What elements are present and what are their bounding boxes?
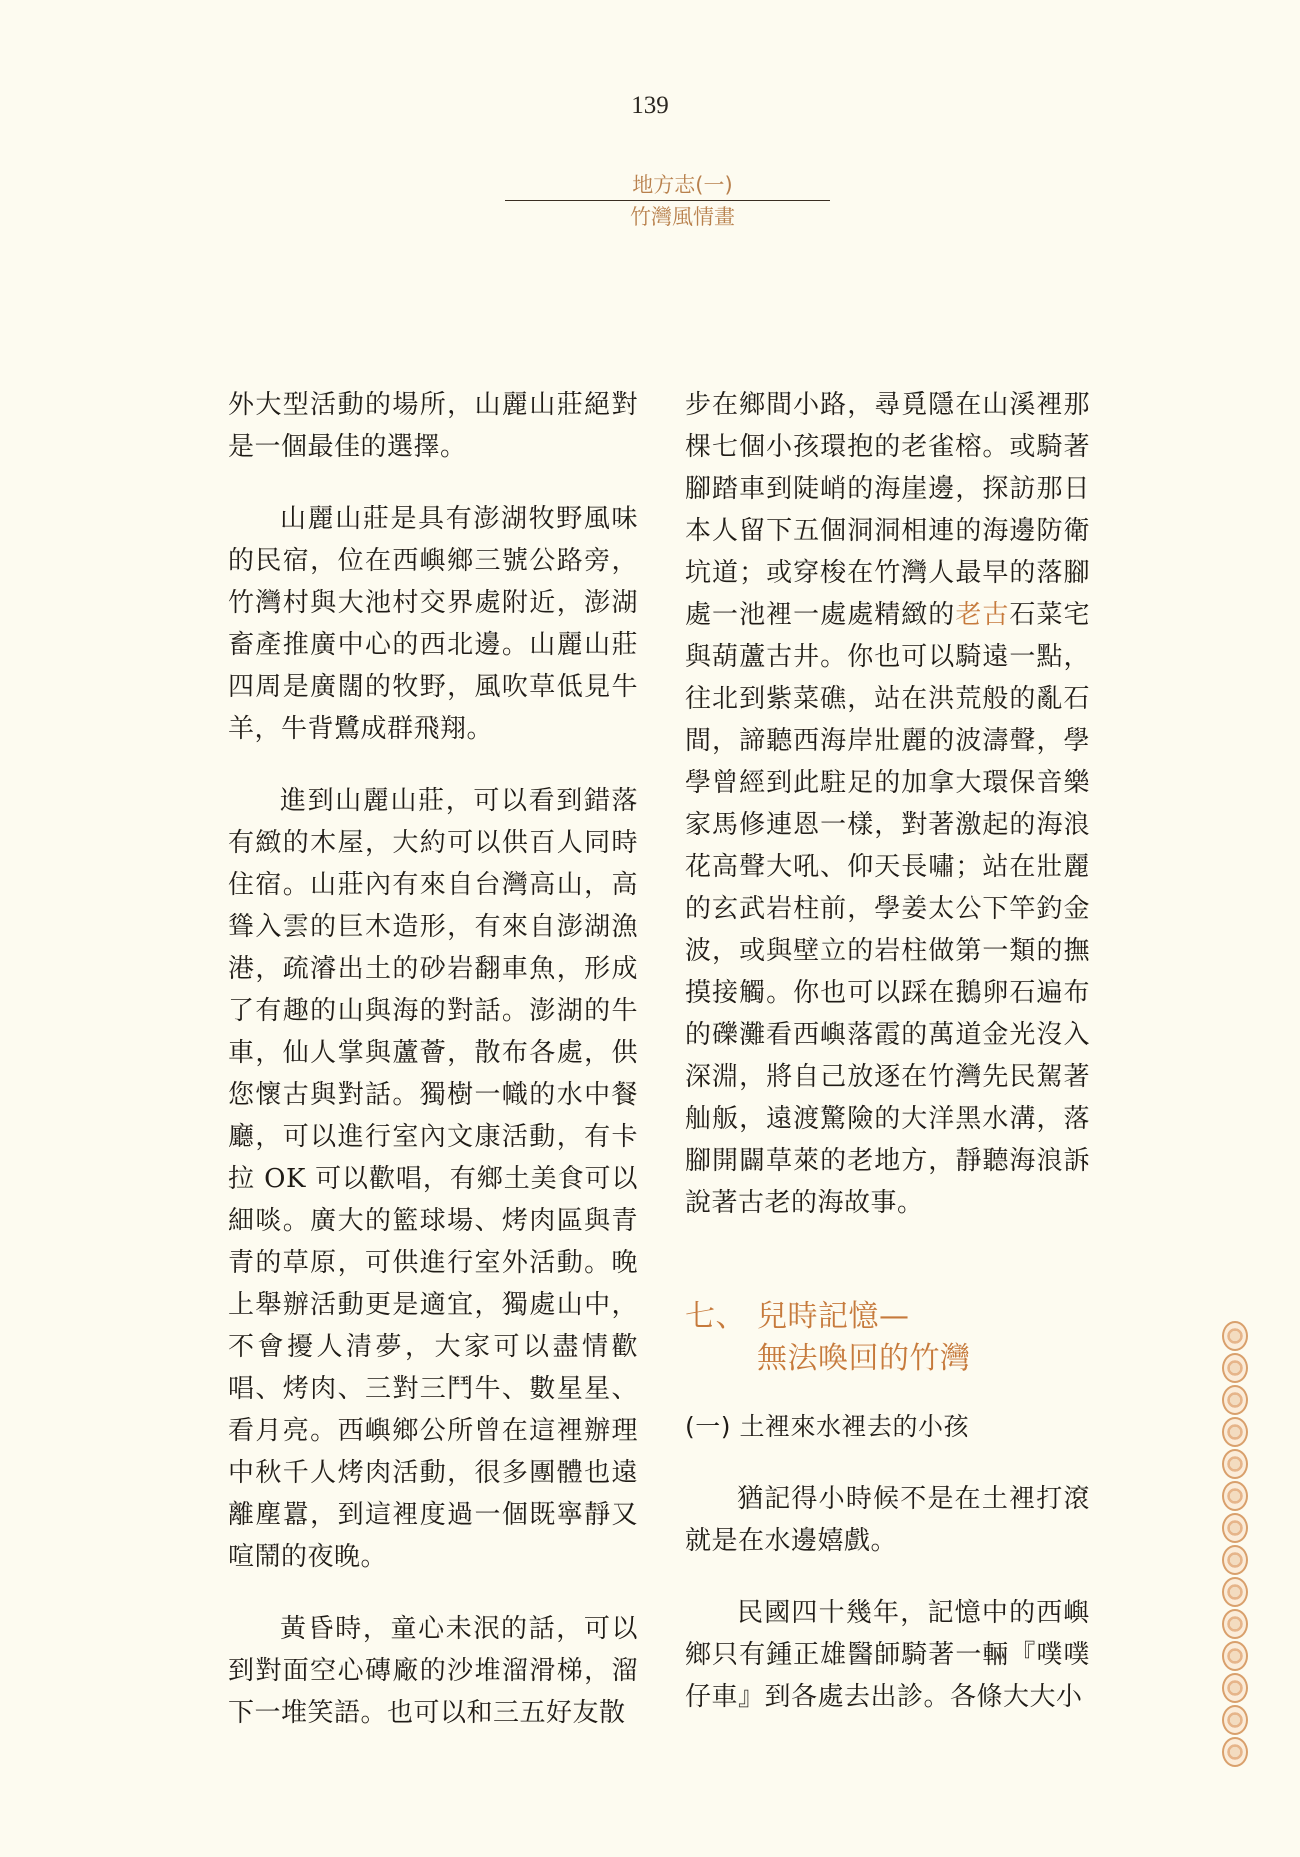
header-series: 地方志(一): [632, 173, 733, 197]
coin-icon: [1222, 1417, 1248, 1447]
paragraph: 山麗山莊是具有澎湖牧野風味的民宿，位在西嶼鄉三號公路旁，竹灣村與大池村交界處附近，澎湖畜產推廣中心的西北邊。山麗山莊四周是廣闊的牧野，風吹草低見牛羊，牛背鷺成群飛翔。: [228, 504, 638, 744]
highlighted-term: 老古: [955, 600, 1010, 630]
paragraph: 猶記得小時候不是在土裡打滾就是在水邊嬉戲。: [685, 1484, 1090, 1556]
paragraph-text: 石菜宅與葫蘆古井。你也可以騎遠一點，往北到紫菜礁，站在洪荒般的亂石間，諦聽西海岸壯麗的波濤聲，學學曾經到此駐足的加拿大環保音樂家馬修連恩一樣，對著激起的海浪花高聲大吼、仰天長嘯；站在壯麗的玄武岩柱前，學姜太公下竿釣金波，或與壁立的岩柱做第一類的撫摸接觸。你也可以踩在鵝卵石遍布的礫灘看西嶼落霞的萬道金光沒入深淵，將自己放逐在竹灣先民駕著舢舨，遠渡驚險的大洋黑水溝，落腳開闢草萊的老地方，靜聽海浪訴說著古老的海故事。: [685, 600, 1090, 1218]
right-column: [685, 384, 1090, 1748]
paragraph: 民國四十幾年，記憶中的西嶼鄉只有鍾正雄醫師騎著一輛『噗噗仔車』到各處去出診。各條大大小: [685, 1598, 1090, 1712]
paragraph: 外大型活動的場所，山麗山莊絕對是一個最佳的選擇。: [228, 390, 638, 462]
coin-ornament-border: [1218, 1320, 1252, 1768]
page-number: 139: [631, 92, 669, 119]
coin-icon: [1222, 1353, 1248, 1383]
coin-icon: [1222, 1481, 1248, 1511]
coin-icon: [1222, 1385, 1248, 1415]
header-title: 竹灣風情畫: [630, 205, 735, 229]
coin-icon: [1222, 1545, 1248, 1575]
running-header: [505, 170, 830, 233]
coin-icon: [1222, 1705, 1248, 1735]
section-heading: [685, 1296, 1090, 1380]
subsection-heading: (一) 土裡來水裡去的小孩: [685, 1412, 969, 1441]
section-title-line2: 無法喚回的竹灣: [757, 1341, 971, 1376]
section-number: 七、: [685, 1299, 746, 1334]
coin-icon: [1222, 1513, 1248, 1543]
paragraph: 黃昏時，童心未泯的話，可以到對面空心磚廠的沙堆溜滑梯，溜下一堆笑語。也可以和三五好友散: [228, 1614, 638, 1728]
left-column: [228, 384, 638, 1764]
coin-icon: [1222, 1673, 1248, 1703]
section-title-line1: 兒時記憶—: [757, 1299, 910, 1334]
coin-icon: [1222, 1609, 1248, 1639]
coin-icon: [1222, 1449, 1248, 1479]
coin-icon: [1222, 1321, 1248, 1351]
coin-icon: [1222, 1737, 1248, 1767]
coin-icon: [1222, 1641, 1248, 1671]
paragraph-text: 步在鄉間小路，尋覓隱在山溪裡那棵七個小孩環抱的老雀榕。或騎著腳踏車到陡峭的海崖邊，探訪那日本人留下五個洞洞相連的海邊防衛坑道；或穿梭在竹灣人最早的落腳處一池裡一處處精緻的: [685, 390, 1090, 630]
paragraph: 進到山麗山莊，可以看到錯落有緻的木屋，大約可以供百人同時住宿。山莊內有來自台灣高山，高聳入雲的巨木造形，有來自澎湖漁港，疏濬出土的砂岩翻車魚，形成了有趣的山與海的對話。澎湖的牛車，仙人掌與蘆薈，散布各處，供您懷古與對話。獨樹一幟的水中餐廳，可以進行室內文康活動，有卡拉 OK 可以歡唱，有鄉土美食可以細啖。廣大的籃球場、烤肉區與青青的草原，可供進行室外活動。晚上舉辦活動更是適宜，獨處山中，不會擾人清夢，大家可以盡情歡唱、烤肉、三對三鬥牛、數星星、看月亮。西嶼鄉公所曾在這裡辦理中秋千人烤肉活動，很多團體也遠離塵囂，到這裡度過一個既寧靜又喧鬧的夜晚。: [228, 786, 638, 1572]
paragraph: [685, 384, 1090, 1224]
coin-icon: [1222, 1577, 1248, 1607]
